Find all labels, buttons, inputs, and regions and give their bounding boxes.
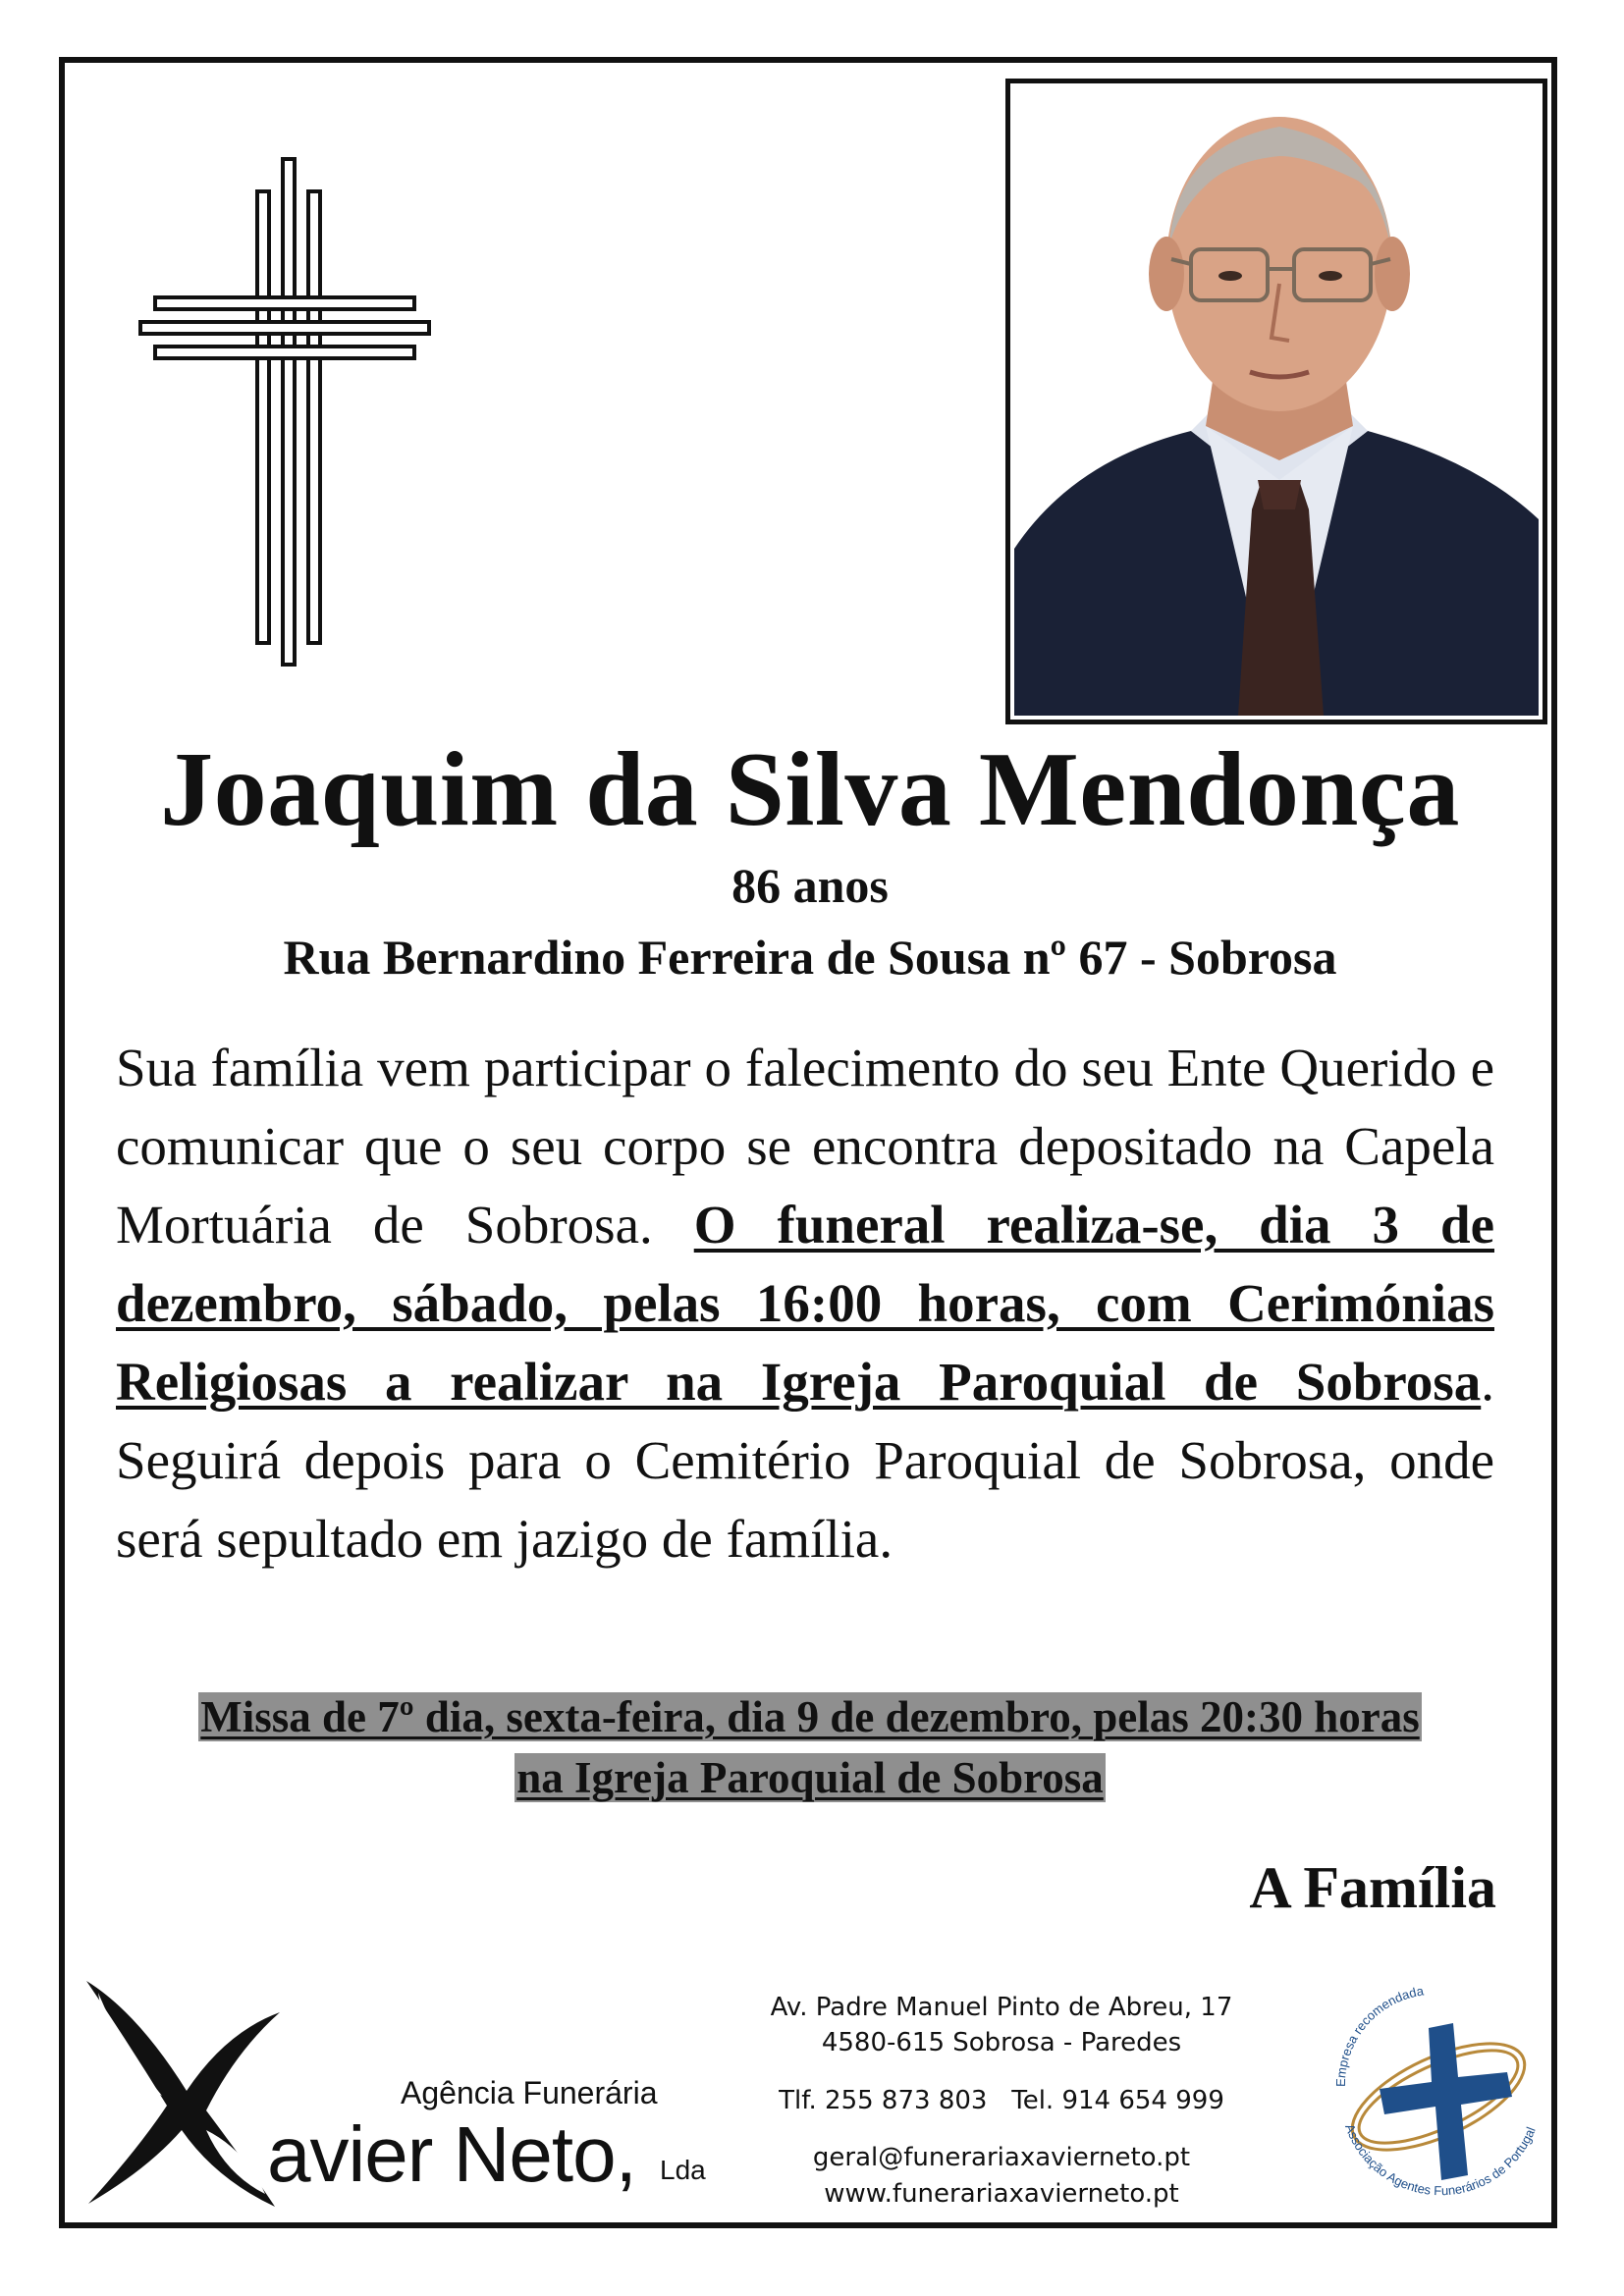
- announcement-text: [116, 1029, 1494, 1578]
- announcement-intro: Sua família vem participar o falecimento do seu Ente Querido e comunicar que o seu corpo se encontra depositado na Capela Mortuária de Sobrosa.: [116, 1038, 1494, 1255]
- agency-address-line2: 4580-615 Sobrosa - Paredes: [821, 2028, 1182, 2057]
- agency-phones: Tlf. 255 873 803 Tel. 914 654 999: [779, 2086, 1224, 2115]
- missa-notice: [88, 1686, 1532, 1808]
- portrait-photo: [1005, 79, 1547, 724]
- agency-name: avier Neto,: [267, 2110, 636, 2198]
- signature: A Família: [1249, 1855, 1496, 1920]
- association-top-text: Empresa recomendada: [1332, 1983, 1425, 2088]
- svg-text:Empresa recomendada: [1333, 1983, 1426, 2087]
- latin-cross-icon: [137, 157, 432, 667]
- announcement-outro: . Seguirá depois para o Cemitério Paroquial de Sobrosa, onde será sepultado em jazigo de família.: [116, 1352, 1494, 1569]
- x-swirl-logo-icon: [79, 1973, 285, 2209]
- missa-line-1: Missa de 7º dia, sexta-feira, dia 9 de dezembro, pelas 20:30 horas: [200, 1692, 1420, 1741]
- association-cross-emblem-icon: [1316, 1969, 1551, 2215]
- missa-line-2: na Igreja Paroquial de Sobrosa: [516, 1753, 1104, 1802]
- agency-subtitle: Agência Funerária: [401, 2075, 658, 2110]
- deceased-name: Joaquim da Silva Mendonça: [160, 731, 1460, 848]
- agency-suffix: Lda: [660, 2155, 706, 2185]
- association-bottom-text: Associação Agentes Funerários de Portugal: [1342, 2121, 1539, 2199]
- deceased-age: 86 anos: [731, 858, 889, 913]
- deceased-address: Rua Bernardino Ferreira de Sousa nº 67 - Sobrosa: [283, 930, 1337, 985]
- agency-address-line1: Av. Padre Manuel Pinto de Abreu, 17: [770, 1993, 1233, 2022]
- funeral-details: O funeral realiza-se, dia 3 de dezembro, sábado, pelas 16:00 horas, com Cerimónias Religiosas a realizar na Igreja Paroquial de Sobrosa: [116, 1195, 1494, 1412]
- agency-website: www.funerariaxavierneto.pt: [824, 2179, 1179, 2209]
- agency-email: geral@funerariaxavierneto.pt: [812, 2143, 1191, 2172]
